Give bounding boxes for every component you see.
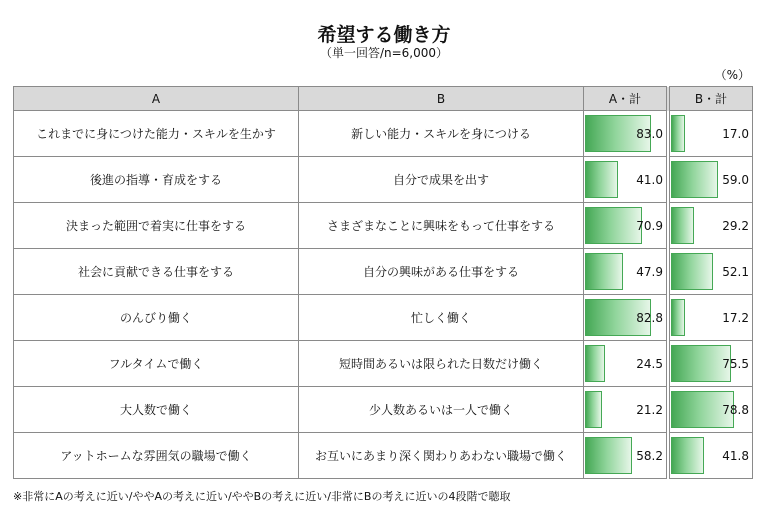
unit-label: （%）: [714, 68, 750, 82]
table-row: [14, 433, 753, 479]
a-total-cell: [584, 249, 667, 295]
table-row: [14, 203, 753, 249]
statement-a: 決まった範囲で着実に仕事をする: [14, 203, 299, 249]
a-total-value: 58.2: [636, 448, 663, 463]
a-total-cell: [584, 433, 667, 479]
table-row: [14, 249, 753, 295]
statement-b: お互いにあまり深く関わりあわない職場で働く: [299, 433, 584, 479]
a-total-cell: [584, 203, 667, 249]
b-total-value: 41.8: [722, 448, 749, 463]
b-total-cell: [670, 433, 753, 479]
comparison-table: [13, 86, 753, 479]
a-total-value: 24.5: [636, 356, 663, 371]
a-total-cell: [584, 111, 667, 157]
table-body: [14, 111, 753, 479]
statement-a: のんびり働く: [14, 295, 299, 341]
statement-a: アットホームな雰囲気の職場で働く: [14, 433, 299, 479]
a-total-cell: [584, 387, 667, 433]
b-total-cell: [670, 203, 753, 249]
statement-b: 新しい能力・スキルを身につける: [299, 111, 584, 157]
statement-b: 自分で成果を出す: [299, 157, 584, 203]
statement-b: 短時間あるいは限られた日数だけ働く: [299, 341, 584, 387]
b-total-value: 59.0: [722, 172, 749, 187]
a-total-value: 82.8: [636, 310, 663, 325]
statement-a: これまでに身につけた能力・スキルを生かす: [14, 111, 299, 157]
b-total-value: 17.0: [722, 126, 749, 141]
a-total-value: 41.0: [636, 172, 663, 187]
a-total-bar: [585, 345, 605, 382]
a-total-cell: [584, 341, 667, 387]
b-total-bar: [671, 161, 718, 198]
table-row: [14, 341, 753, 387]
footnote: ※非常にAの考えに近い/ややAの考えに近い/ややBの考えに近い/非常にBの考えに近いの4段階で聴取: [13, 490, 511, 503]
a-total-bar: [585, 207, 642, 244]
a-total-bar: [585, 437, 632, 474]
b-total-value: 75.5: [722, 356, 749, 371]
chart-title: 希望する働き方: [317, 24, 451, 46]
b-total-value: 29.2: [722, 218, 749, 233]
a-total-value: 83.0: [636, 126, 663, 141]
a-total-value: 21.2: [636, 402, 663, 417]
header-b: B: [299, 87, 584, 111]
table-row: [14, 157, 753, 203]
table-row: [14, 387, 753, 433]
b-total-cell: [670, 249, 753, 295]
b-total-cell: [670, 295, 753, 341]
b-total-value: 52.1: [722, 264, 749, 279]
a-total-bar: [585, 391, 602, 428]
b-total-cell: [670, 157, 753, 203]
a-total-bar: [585, 161, 618, 198]
a-total-bar: [585, 253, 623, 290]
a-total-value: 70.9: [636, 218, 663, 233]
b-total-cell: [670, 341, 753, 387]
b-total-bar: [671, 437, 704, 474]
statement-a: フルタイムで働く: [14, 341, 299, 387]
header-a: A: [14, 87, 299, 111]
b-total-cell: [670, 111, 753, 157]
b-total-value: 78.8: [722, 402, 749, 417]
b-total-bar: [671, 253, 713, 290]
b-total-value: 17.2: [722, 310, 749, 325]
b-total-bar: [671, 299, 685, 336]
b-total-bar: [671, 207, 694, 244]
statement-b: 自分の興味がある仕事をする: [299, 249, 584, 295]
b-total-cell: [670, 387, 753, 433]
table-row: [14, 111, 753, 157]
header-b-total: B・計: [670, 87, 753, 111]
statement-a: 大人数で働く: [14, 387, 299, 433]
statement-b: 忙しく働く: [299, 295, 584, 341]
table-row: [14, 295, 753, 341]
a-total-value: 47.9: [636, 264, 663, 279]
statement-b: さまざまなことに興味をもって仕事をする: [299, 203, 584, 249]
statement-a: 後進の指導・育成をする: [14, 157, 299, 203]
statement-b: 少人数あるいは一人で働く: [299, 387, 584, 433]
chart-subtitle: （単一回答/n=6,000）: [319, 46, 449, 60]
a-total-cell: [584, 157, 667, 203]
statement-a: 社会に貢献できる仕事をする: [14, 249, 299, 295]
header-a-total: A・計: [584, 87, 667, 111]
header-row: [14, 87, 753, 111]
b-total-bar: [671, 115, 685, 152]
a-total-cell: [584, 295, 667, 341]
